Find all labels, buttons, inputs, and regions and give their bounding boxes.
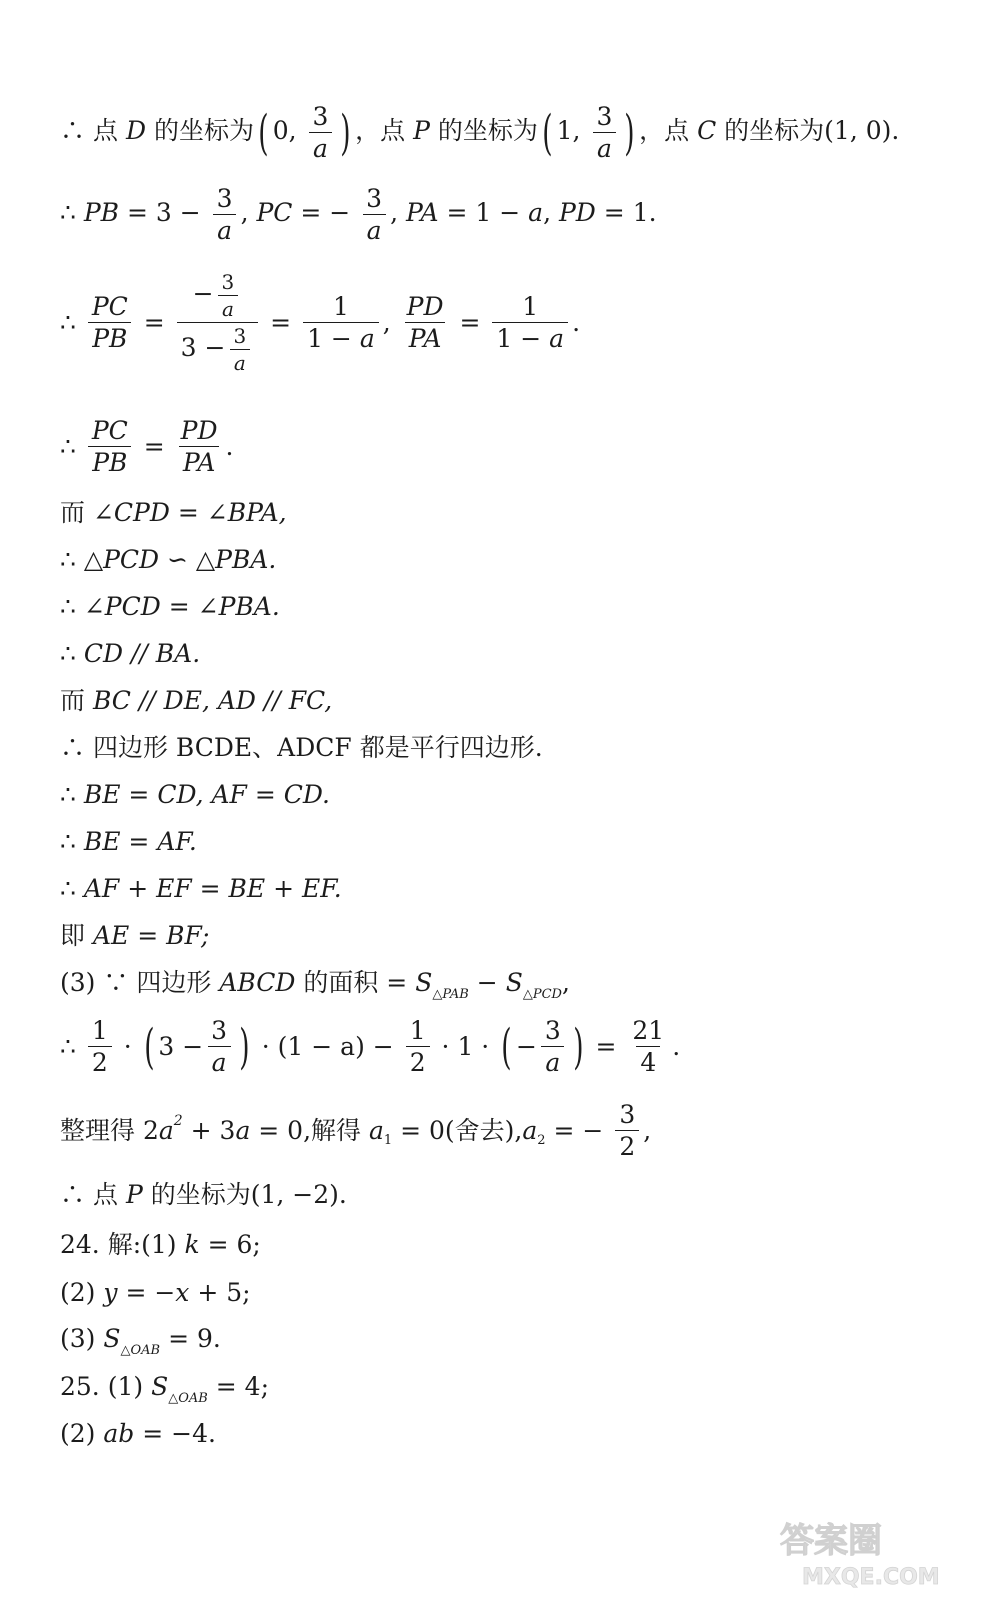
prefix: ∴: [60, 545, 76, 574]
var: S: [103, 1324, 121, 1353]
denominator: a: [363, 214, 386, 243]
statement: 四边形 BCDE、ADCF 都是平行四边形.: [92, 733, 543, 762]
denominator: a: [213, 214, 236, 243]
numerator: 3: [596, 102, 613, 131]
text: 3 −: [158, 1032, 204, 1061]
text: 25. (1): [60, 1372, 144, 1401]
text: = −: [292, 198, 351, 227]
prefix: ∴: [60, 780, 76, 809]
proof-line: [60, 547, 276, 572]
numerator: 3: [221, 270, 235, 294]
statement: BE = CD, AF = CD.: [83, 780, 330, 809]
var: C: [697, 116, 717, 145]
answer-24-1: [60, 1232, 261, 1257]
text: 整理得 2: [60, 1116, 159, 1145]
line-ratios: [60, 272, 580, 373]
text: = 9.: [160, 1324, 221, 1353]
text: = 1.: [595, 198, 657, 227]
var: P: [125, 1180, 143, 1209]
subscript: 2: [537, 1133, 546, 1148]
fraction: [406, 1018, 430, 1075]
prefix: 而: [60, 498, 86, 527]
var: S: [415, 968, 433, 997]
text: .: [572, 308, 581, 337]
proof-line: [60, 923, 209, 948]
numerator: 1: [522, 292, 539, 321]
proof-line: [60, 735, 543, 760]
fraction: [218, 272, 239, 319]
numerator: PD: [406, 292, 444, 321]
fraction: [88, 1018, 112, 1075]
text: ，点: [355, 116, 406, 145]
var: a: [158, 1116, 174, 1145]
subscript: 1: [383, 1133, 393, 1148]
text: 的坐标为: [153, 116, 254, 145]
denominator: 2: [88, 1046, 112, 1075]
answer-24-2: [60, 1280, 251, 1305]
denominator: 4: [636, 1046, 660, 1075]
paren-right: ): [239, 1018, 250, 1075]
denominator: [303, 322, 379, 351]
text: ，点: [639, 116, 690, 145]
therefore-symbol: ∴: [60, 1180, 86, 1209]
because-symbol: ∵: [103, 968, 129, 997]
therefore-symbol: ∴: [60, 432, 76, 461]
fraction: [541, 1018, 565, 1075]
statement: BE = AF.: [83, 827, 197, 856]
text: = −: [545, 1116, 604, 1145]
subscript: △PCD: [522, 987, 562, 1002]
numerator: 3: [211, 1016, 228, 1045]
text: 1 −: [307, 324, 352, 353]
text: = 6;: [199, 1230, 261, 1259]
text: 点: [92, 116, 118, 145]
subscript: △OAB: [120, 1343, 161, 1358]
statement: ∠PCD = ∠PBA.: [83, 592, 280, 621]
denominator: a: [593, 132, 616, 161]
statement: CD // BA.: [83, 639, 201, 668]
fraction: [403, 294, 448, 351]
text: (2): [60, 1419, 96, 1448]
numerator: PC: [91, 292, 128, 321]
numerator: 1: [91, 1016, 108, 1045]
proof-line: [60, 500, 287, 525]
paren-right: ): [340, 104, 351, 161]
text: .: [672, 1032, 681, 1061]
line-solve: [60, 1102, 651, 1159]
text: 24. 解:(1): [60, 1230, 177, 1259]
therefore-symbol: ∴: [60, 116, 86, 145]
var: D: [125, 116, 146, 145]
text: ,: [390, 198, 399, 227]
fraction: [213, 186, 237, 243]
text: 的坐标为(1, 0).: [724, 116, 900, 145]
text: ,: [561, 968, 570, 997]
proof-line: [60, 641, 200, 666]
part-number: (3): [60, 968, 96, 997]
text: · 1 ·: [441, 1032, 490, 1061]
line-coords: ∴ 点 D 的坐标为( 0, $\frac{3}{a}$ ) ，点 P 的坐标为( 1, $\frac{3}{a}$ ) ，点 C 的坐标为(1, 0).: [60, 102, 900, 163]
proof-line: [60, 782, 330, 807]
text: .: [225, 432, 234, 461]
text: (2): [60, 1278, 96, 1307]
text: ,: [240, 198, 249, 227]
text: + 5;: [189, 1278, 251, 1307]
denominator: [492, 322, 568, 351]
watermark-logo: [772, 1512, 982, 1592]
text: = 1 −: [438, 198, 521, 227]
answer-24-3: [60, 1326, 221, 1357]
proof-line: [60, 594, 280, 619]
var: ABCD: [219, 968, 296, 997]
text: 的坐标为: [437, 116, 538, 145]
var: a: [235, 1116, 251, 1145]
statement: AE = BF;: [92, 921, 210, 950]
line-lengths: [60, 186, 657, 243]
therefore-symbol: ∴: [60, 308, 76, 337]
text: 四边形: [136, 968, 212, 997]
var: P: [413, 116, 430, 145]
numerator: 1: [409, 1016, 426, 1045]
text: −: [476, 968, 498, 997]
numerator: 21: [632, 1016, 665, 1045]
numerator: PC: [91, 416, 128, 445]
fraction: [303, 294, 379, 351]
line-ratio-equal: [60, 418, 234, 475]
text: = 4;: [207, 1372, 269, 1401]
denominator: a: [208, 1046, 231, 1075]
var: a: [522, 1116, 538, 1145]
denominator: a: [218, 295, 238, 319]
proof-line: [60, 688, 332, 713]
watermark-bottom-text: MXQE.COM: [802, 1565, 940, 1590]
line-result: [60, 1182, 347, 1207]
fraction: [88, 294, 132, 351]
numerator: 3: [233, 324, 247, 348]
numerator: 3: [619, 1100, 636, 1129]
paren-right: ): [624, 104, 635, 161]
therefore-symbol: ∴: [60, 1032, 76, 1061]
num: 0: [272, 116, 289, 145]
text: (3): [60, 1324, 96, 1353]
paren-left: (: [143, 1018, 155, 1075]
equals: =: [459, 308, 481, 337]
subscript: △PAB: [432, 987, 469, 1002]
denominator: PA: [179, 446, 220, 475]
var: ab: [103, 1419, 135, 1448]
prefix: ∴: [60, 733, 86, 762]
fraction: [309, 104, 333, 161]
paren-left: (: [258, 104, 269, 161]
numerator: 3: [216, 184, 233, 213]
statement: AF + EF = BE + EF.: [83, 874, 342, 903]
var: y: [103, 1278, 118, 1307]
text: ,: [382, 308, 391, 337]
var: x: [175, 1278, 190, 1307]
fraction: [177, 418, 222, 475]
var: S: [151, 1372, 169, 1401]
text: = −: [117, 1278, 176, 1307]
text: (1 − a) −: [277, 1032, 394, 1061]
var: a: [368, 1116, 384, 1145]
denominator: a: [541, 1046, 564, 1075]
text: ·: [261, 1032, 270, 1061]
watermark-graphic: [772, 1512, 982, 1592]
numerator: 3: [544, 1016, 561, 1045]
line-area: [60, 970, 570, 1001]
text: = −4.: [134, 1419, 216, 1448]
text: 的坐标为(1, −2).: [150, 1180, 347, 1209]
proof-line: [60, 829, 197, 854]
text: + 3: [182, 1116, 236, 1145]
var: a: [549, 324, 565, 353]
prefix: ∴: [60, 827, 76, 856]
numerator: PD: [180, 416, 218, 445]
watermark-top-text: 答案圈: [780, 1521, 882, 1561]
text: ,: [643, 1116, 652, 1145]
denominator: a: [230, 349, 250, 373]
superscript: 2: [173, 1113, 183, 1129]
answer-25-1: [60, 1374, 269, 1405]
fraction: [628, 1018, 668, 1075]
proof-line: [60, 876, 342, 901]
statement: BC // DE, AD // FC,: [92, 686, 333, 715]
paren-left: (: [501, 1018, 512, 1075]
statement: △PCD ∽ △PBA.: [83, 545, 277, 574]
text: ·: [123, 1032, 132, 1061]
paren-left: (: [542, 104, 553, 161]
prefix: ∴: [60, 639, 76, 668]
text: = 0(舍去),: [392, 1116, 523, 1145]
denominator: PA: [405, 322, 446, 351]
numerator: 3: [312, 102, 329, 131]
denominator: 3 − $\frac{3}{a}$: [177, 322, 259, 373]
fraction: [492, 294, 568, 351]
var: PD: [558, 198, 596, 227]
prefix: ∴: [60, 592, 76, 621]
denominator: a: [309, 132, 332, 161]
fraction: [88, 418, 132, 475]
denominator: 2: [406, 1046, 430, 1075]
equals: =: [143, 308, 165, 337]
var: PA: [405, 198, 439, 227]
numerator: 1: [332, 292, 349, 321]
equals: =: [595, 1032, 617, 1061]
text: 的面积 =: [303, 968, 408, 997]
denominator: PB: [88, 446, 131, 475]
prefix: 而: [60, 686, 86, 715]
answer-25-2: [60, 1421, 216, 1446]
complex-fraction: [177, 272, 259, 373]
var: a: [359, 324, 375, 353]
prefix: 即: [60, 921, 86, 950]
fraction: [615, 1102, 639, 1159]
equals: =: [270, 308, 292, 337]
denominator: 2: [615, 1130, 639, 1159]
text: 点: [92, 1180, 118, 1209]
var: k: [184, 1230, 200, 1259]
text: = 0,解得: [250, 1116, 369, 1145]
denominator: PB: [88, 322, 131, 351]
text: 1 −: [496, 324, 542, 353]
fraction: [229, 326, 250, 373]
numerator: 3: [366, 184, 383, 213]
line-area-equation: [60, 1018, 680, 1075]
fraction: [362, 186, 386, 243]
statement: ∠CPD = ∠BPA,: [92, 498, 287, 527]
var: a: [528, 198, 544, 227]
text: = 3 −: [119, 198, 201, 227]
therefore-symbol: ∴: [60, 198, 76, 227]
paren-right: ): [573, 1018, 584, 1075]
var: PB: [83, 198, 120, 227]
equals: =: [143, 432, 165, 461]
var: S: [505, 968, 523, 997]
text: ,: [543, 198, 552, 227]
prefix: ∴: [60, 874, 76, 903]
numerator: − $\frac{3}{a}$: [189, 272, 247, 322]
fraction: [207, 1018, 231, 1075]
num: 1: [556, 116, 573, 145]
subscript: △OAB: [168, 1391, 208, 1406]
var: PC: [256, 198, 293, 227]
text: −: [515, 1032, 537, 1061]
fraction: [592, 104, 616, 161]
